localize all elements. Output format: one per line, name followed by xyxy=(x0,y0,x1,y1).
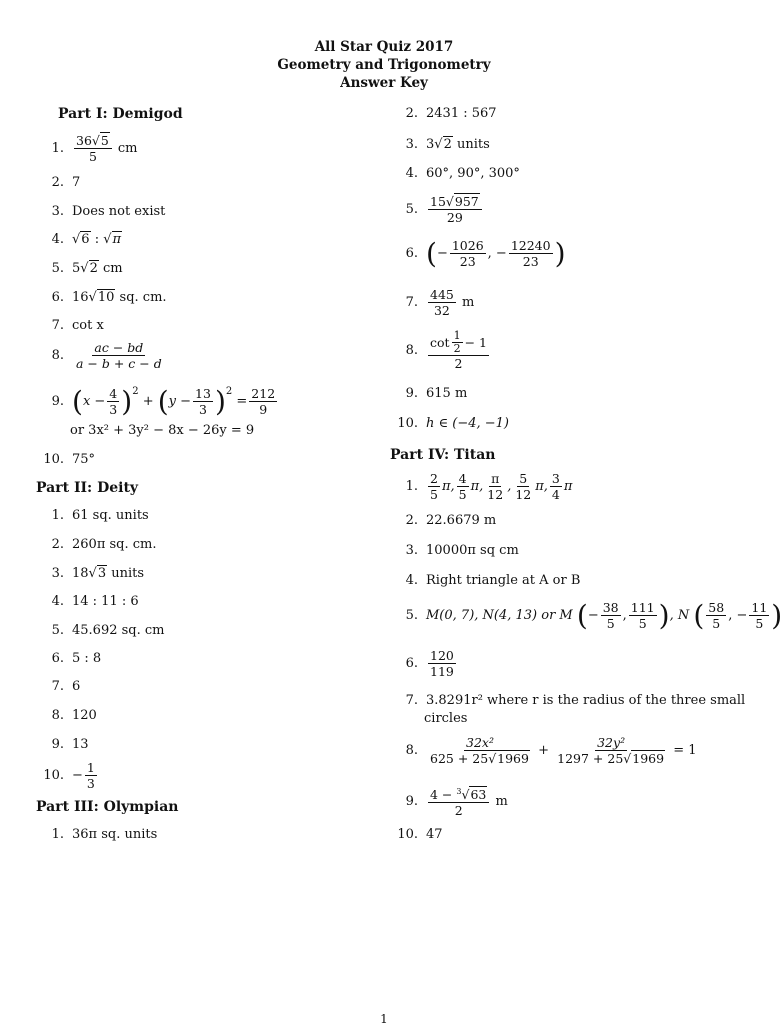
part2-answer-7: 7. 6 xyxy=(51,679,81,694)
subtitle: Geometry and Trigonometry xyxy=(277,57,491,73)
angle-numerator: 5 xyxy=(519,471,528,486)
page-number: 1 xyxy=(380,1012,388,1026)
part4-title: Part IV: Titan xyxy=(390,447,496,463)
angle-denominator: 12 xyxy=(515,487,532,502)
angle-fraction xyxy=(428,471,440,502)
part3-answer-8: 8. cot $\frac{1}{2}$ − 1 2 xyxy=(405,329,487,371)
part3-answer-5: 5. $\frac{15√957}{29}$ xyxy=(390,194,484,225)
part3-answer-2: 2. 2431 : 567 xyxy=(405,106,497,121)
part1-answer-5: 5. 5 √ 2 cm xyxy=(51,260,123,276)
part1-answer-9: 9. ( x − $\frac{4}{3}$ ) $^2$ + ( y − $\frac{13}{3}$ ) $^2$ = $\frac{212}{9}$ xyxy=(51,384,276,418)
part4-answer-8: 8. $\frac{\text{32x²}}{625 + 25√1969}$ + $\frac{\text{32y²}}{1297 + 25√1969}$ = 1 xyxy=(405,735,697,766)
part1-answer-8: 8. $\frac{ac - bd}{a - b + c - d}$ xyxy=(51,340,162,371)
part4-answer-1: 1. $\frac{2}{5}$ π, $\frac{4}{5}$ π, $\frac{\pi}{12}$ , $\frac{5}{12}$ π, $\frac{3}{4}$ π xyxy=(405,471,573,502)
part2-answer-3: 3. 18 √ 3 units xyxy=(51,565,145,581)
part1-answer-6: 6. 16 √ 10 sq. cm. xyxy=(51,289,167,305)
angle-fraction xyxy=(485,471,505,502)
angle-suffix: , xyxy=(507,479,512,494)
angle-fraction xyxy=(550,471,562,502)
subtitle-answer-key: Answer Key xyxy=(340,75,428,91)
part3-answer-6: 6. ( − $\frac{1026}{23}$ , − $\frac{12240}{23}$ ) xyxy=(405,236,566,270)
part3-answer-3: 3. 3 √ 2 units xyxy=(405,136,490,152)
part2-answer-1: 1. 61 sq. units xyxy=(51,508,149,523)
angle-suffix: π xyxy=(563,479,573,494)
angle-numerator: 3 xyxy=(551,471,560,486)
angle-suffix: π, xyxy=(470,479,484,494)
part4-answer-6: 6. $\frac{120}{119}$ xyxy=(405,648,454,679)
part4-answer-1-fractions xyxy=(426,471,572,502)
part3-answer-7: 7. $\frac{445}{32}$ m xyxy=(405,287,475,318)
part2-answer-4: 4. 14 : 11 : 6 xyxy=(51,594,139,609)
part2-title: Part II: Deity xyxy=(36,480,139,496)
part1-answer-1: 1. $\frac{36√5}{5}$ cm xyxy=(51,133,138,164)
part4-answer-4: 4. Right triangle at A or B xyxy=(405,573,581,588)
part1-answer-7: 7. cot x xyxy=(51,318,104,333)
angle-numerator: 2 xyxy=(430,471,438,486)
part3-answer-10: 10. h ∈ (−4, −1) xyxy=(397,416,509,431)
angle-fraction xyxy=(457,471,469,502)
angle-numerator: π xyxy=(491,471,500,486)
part2-answer-2: 2. 260π sq. cm. xyxy=(51,537,157,552)
part1-answer-9-alt: or 3x² + 3y² − 8x − 26y = 9 xyxy=(70,423,255,438)
part1-title: Part I: Demigod xyxy=(58,106,183,122)
angle-denominator: 5 xyxy=(430,487,438,502)
angle-suffix: π, xyxy=(441,479,455,494)
title: All Star Quiz 2017 xyxy=(314,39,454,55)
part3-answer-9: 9. 615 m xyxy=(405,386,468,401)
angle-denominator: 4 xyxy=(551,487,560,502)
part1-answer-4: 4. √ 6 : √ π xyxy=(51,231,122,247)
part3-answer-4: 4. 60°, 90°, 300° xyxy=(405,166,520,181)
part4-answer-2: 2. 22.6679 m xyxy=(405,513,497,528)
part4-answer-7: 7. 3.8291r² where r is the radius of the three small xyxy=(405,693,746,708)
angle-denominator: 12 xyxy=(487,487,504,502)
part4-answer-7-cont: circles xyxy=(424,711,468,726)
part2-answer-5: 5. 45.692 sq. cm xyxy=(51,623,165,638)
part1-answer-2: 2. 7 xyxy=(51,175,81,190)
part4-answer-9: 9. $\frac{4 - ^3√63}{2}$ m xyxy=(390,784,508,818)
part4-answer-5: 5. M(0, 7), N(4, 13) or M ( − $\frac{38}{5}$ , $\frac{111}{5}$ ) , N ( $\frac{58}{5}$ , − $\frac{11}{5}$ ) xyxy=(405,598,782,632)
angle-denominator: 5 xyxy=(458,487,467,502)
angle-fraction xyxy=(513,471,533,502)
part1-answer-3: 3. Does not exist xyxy=(51,204,166,219)
angle-numerator: 4 xyxy=(458,471,467,486)
part4-answer-3: 3. 10000π sq cm xyxy=(405,543,519,558)
part2-answer-8: 8. 120 xyxy=(51,708,97,723)
part2-answer-10: 10. − $\frac{1}{3}$ xyxy=(43,760,95,791)
part3-title: Part III: Olympian xyxy=(36,799,179,815)
part3-answer-1: 1. 36π sq. units xyxy=(51,827,158,842)
angle-suffix: π, xyxy=(535,479,548,494)
part4-answer-10: 10. 47 xyxy=(397,827,443,842)
part1-answer-10: 10. 75° xyxy=(43,452,96,467)
part2-answer-9: 9. 13 xyxy=(51,737,89,752)
part2-answer-6: 6. 5 : 8 xyxy=(51,651,102,666)
